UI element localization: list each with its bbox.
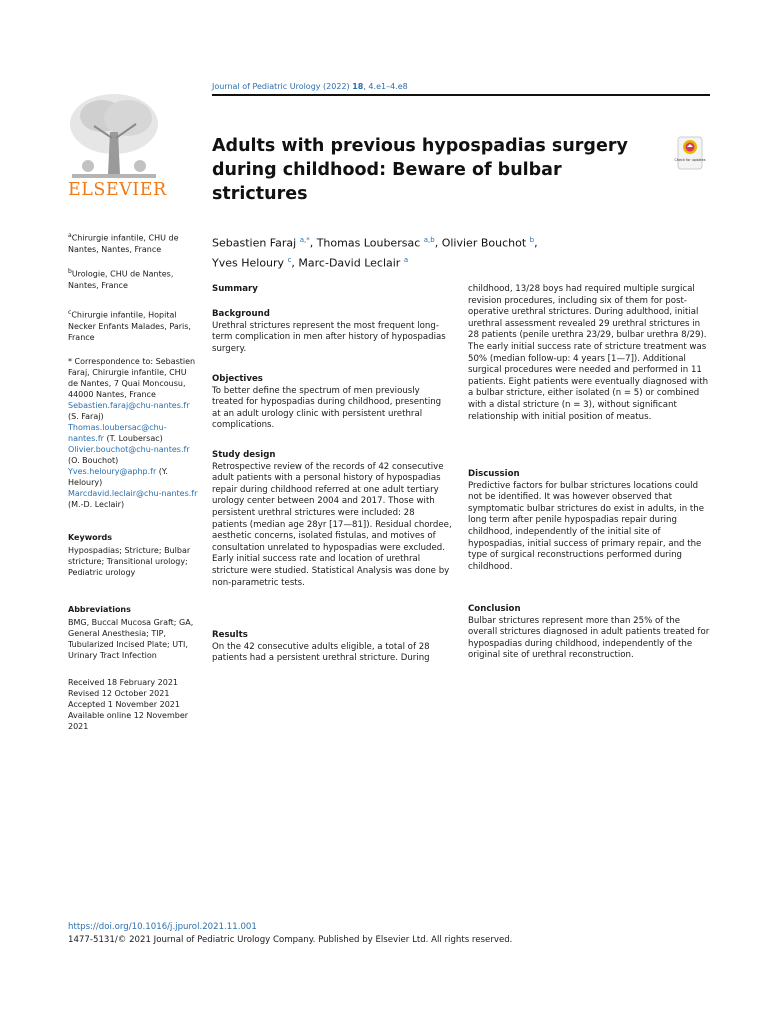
author-separator: , <box>309 236 317 250</box>
results-heading: Results <box>212 630 248 640</box>
journal-citation[interactable] <box>212 82 408 91</box>
results-text-part1: On the 42 consecutive adults eligible, a total of 28 patients had a persistent urethral stricture. During <box>212 641 430 664</box>
check-for-updates-icon[interactable] <box>674 136 706 170</box>
affiliation-b: $^b$Urologie, CHU de Nantes, Nantes, France <box>68 268 174 290</box>
author-separator: , <box>434 236 442 250</box>
journal-pages: , 4.e1–4.e8 <box>363 82 408 91</box>
study-design-text: Retrospective review of the records of 42 consecutive adult patients with a personal history of hypospadias repair during childhood referred at one adult tertiary urology center between 2004 and 2017. Those with persistent urethral strictures were included: 28 patients (median age 28yr [17—81]). Residual chordee, aesthetic concerns, isolated fistulas, and motives of consultation unrelated to hypospadias were excluded. Early initial success rate and location of urethral stricture were studied. Statistical Analysis was done by non-parametric tests. <box>212 461 452 588</box>
objectives-heading: Objectives <box>212 374 263 384</box>
author-affiliation-marker[interactable]: a,b <box>423 236 435 244</box>
author-affiliation-marker[interactable]: a,* <box>299 236 310 244</box>
discussion-text: Predictive factors for bulbar strictures locations could not be identified. It was however observed that symptomatic bulbar strictures do exist in adults, in the long term after penile hypospadias repair during childhood, independently of the initial site of hypospadias, initial success of primary repair, and the type of surgical reconstructions performed during childhood. <box>468 480 705 572</box>
author-separator: , <box>291 256 299 270</box>
background-heading: Background <box>212 309 270 319</box>
elsevier-wordmark: ELSEVIER <box>68 180 167 200</box>
email-link[interactable]: Yves.heloury@aphp.fr <box>68 467 157 476</box>
doi-link[interactable]: https://doi.org/10.1016/j.jpurol.2021.11.001 <box>68 922 257 932</box>
email-link[interactable]: Marcdavid.leclair@chu-nantes.fr <box>68 489 198 498</box>
study-design-section <box>212 450 452 589</box>
conclusion-heading: Conclusion <box>468 604 521 614</box>
affiliation-a: $^a$Chirurgie infantile, CHU de Nantes, Nantes, France <box>68 232 179 254</box>
results-section <box>212 630 452 665</box>
journal-volume: 18 <box>352 82 364 91</box>
copyright-line: 1477-5131/© 2021 Journal of Pediatric Urology Company. Published by Elsevier Ltd. All rights reserved. <box>68 935 513 945</box>
author-name: Olivier Bouchot <box>441 236 527 250</box>
author-list <box>212 232 692 271</box>
correspondence-block <box>68 356 198 510</box>
journal-name: Journal of Pediatric Urology (2022) <box>212 82 350 91</box>
keywords-heading: Keywords <box>68 533 113 542</box>
summary-heading-block <box>212 284 452 296</box>
objectives-section <box>212 374 452 432</box>
objectives-text: To better define the spectrum of men previously treated for hypospadias during childhood, presenting at an adult urology clinic with persistent urethral complications. <box>212 385 442 431</box>
dates-block <box>68 677 198 732</box>
author-name: Sebastien Faraj <box>212 236 297 250</box>
date-accepted: Accepted 1 November 2021 <box>68 700 180 709</box>
author-affiliation-marker[interactable]: b <box>529 236 535 244</box>
date-revised: Revised 12 October 2021 <box>68 689 170 698</box>
summary-heading: Summary <box>212 284 258 294</box>
results-continued <box>468 284 712 423</box>
email-4: Marcdavid.leclair@chu-nantes.fr (M.-D. Leclair) <box>68 489 198 509</box>
author-name: Thomas Loubersac <box>316 236 421 250</box>
article-title: Adults with previous hypospadias surgery during childhood: Beware of bulbar strictures <box>212 136 628 204</box>
affiliation-c: $^c$Chirurgie infantile, Hopital Necker Enfants Malades, Paris, France <box>68 309 191 342</box>
author-name: Yves Heloury <box>212 256 285 270</box>
email-link[interactable]: Sebastien.faraj@chu-nantes.fr <box>68 401 190 410</box>
abbreviations-heading: Abbreviations <box>68 605 131 614</box>
badge-text: Check for updates <box>674 158 706 162</box>
email-2: Olivier.bouchot@chu-nantes.fr (O. Bouchot) <box>68 445 190 465</box>
author-affiliation-marker[interactable]: a <box>403 255 409 264</box>
abbreviations-block <box>68 604 198 661</box>
date-received: Received 18 February 2021 <box>68 678 179 687</box>
author-name: Marc-David Leclair <box>298 256 401 270</box>
email-1: Thomas.loubersac@chu-nantes.fr (T. Loubersac) <box>68 423 167 443</box>
email-3: Yves.heloury@aphp.fr (Y. Heloury) <box>68 467 168 487</box>
email-link[interactable]: Olivier.bouchot@chu-nantes.fr <box>68 445 190 454</box>
author-separator: , <box>534 236 538 250</box>
email-link[interactable]: Thomas.loubersac@chu-nantes.fr <box>68 423 167 443</box>
discussion-section <box>468 469 712 573</box>
author-affiliation-marker[interactable]: c <box>287 255 292 264</box>
study-design-heading: Study design <box>212 450 276 460</box>
correspondence-address: * Correspondence to: Sebastien Faraj, Chirurgie infantile, CHU de Nantes, 7 Quai Moncousu, 44000 Nantes, France <box>68 357 196 399</box>
background-text: Urethral strictures represent the most frequent long-term complication in men after history of hypospadias surgery. <box>212 320 446 354</box>
conclusion-text: Bulbar strictures represent more than 25% of the overall strictures diagnosed in adult patients treated for hypospadias during childhood, independently of the original site of urethral reconstruction. <box>468 615 710 661</box>
email-0: Sebastien.faraj@chu-nantes.fr (S. Faraj) <box>68 401 190 421</box>
results-text-part2: childhood, 13/28 boys had required multiple surgical revision procedures, including six of them for post-operative urethral strictures. During adulthood, initial urethral assessment revealed 29 urethral strictures in 28 patients (penile urethra 23/29, bulbar urethra 8/29). The early initial success rate of stricture treatment was 50% (median follow-up: 4 years [1—7]). Additional surgical procedures were needed and performed in 11 patients. Eight patients were eventually diagnosed with a bulbar stricture, either isolated (n = 5) or combined with a distal stricture (n = 3), without significant relationship with initial position of meatus. <box>468 284 709 422</box>
keywords-text: Hypospadias; Stricture; Bulbar stricture; Transitional urology; Pediatric urology <box>68 546 191 577</box>
date-online: Available online 12 November 2021 <box>68 711 189 731</box>
background-section <box>212 309 452 355</box>
abbreviations-text: BMG, Buccal Mucosa Graft; GA, General Anesthesia; TIP, Tubularized Incised Plate; UTI, Urinary Tract Infection <box>68 618 194 660</box>
keywords-block <box>68 532 198 578</box>
header-rule <box>212 94 710 96</box>
conclusion-section <box>468 604 712 662</box>
discussion-heading: Discussion <box>468 469 520 479</box>
